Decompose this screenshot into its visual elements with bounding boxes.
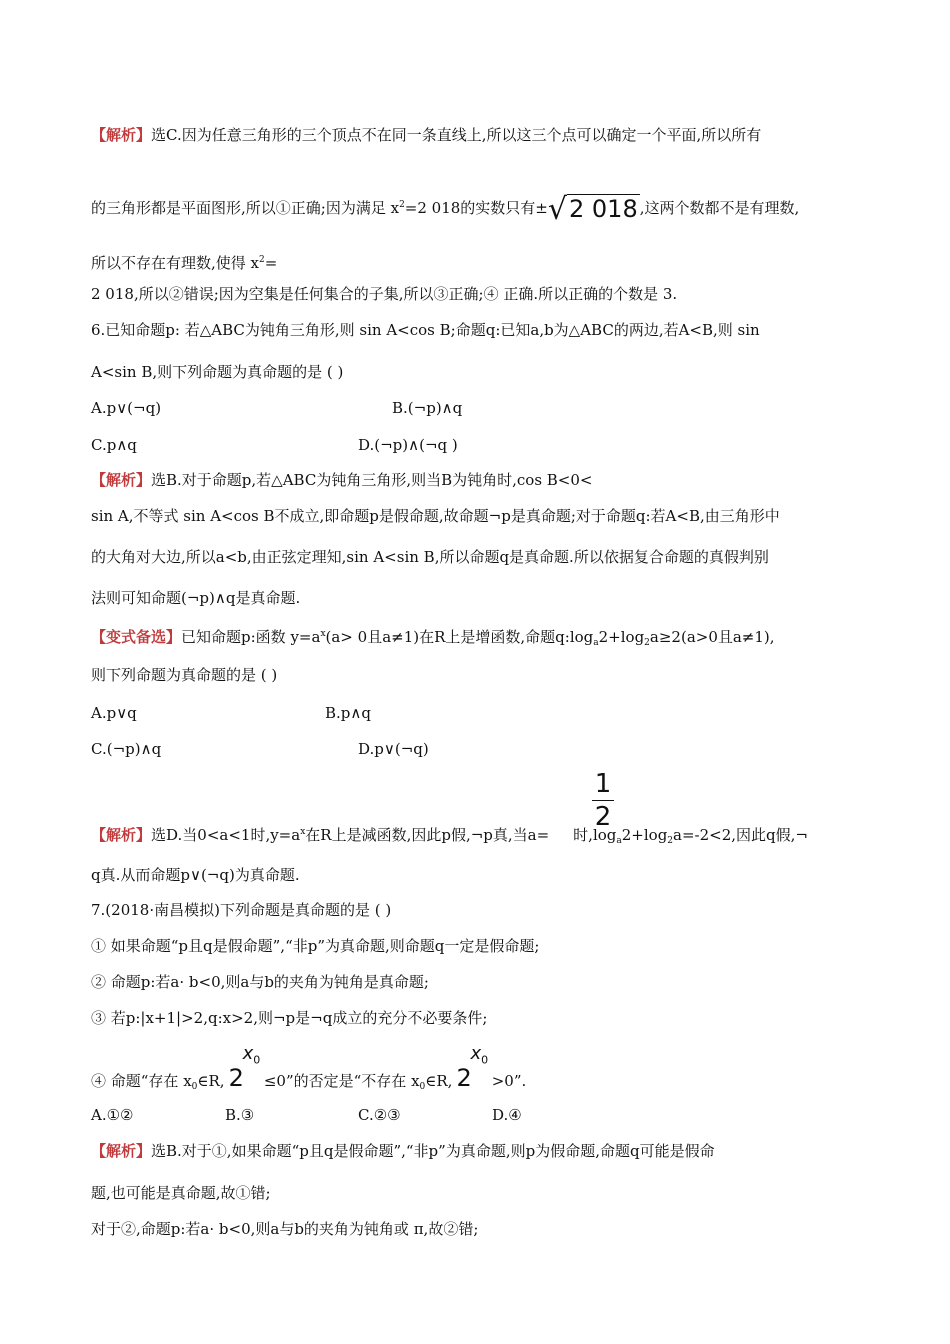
option-c: C.p∧q [91, 436, 137, 454]
option-b: B.③ [225, 1106, 255, 1124]
option-a: A.p∨(¬q) [91, 399, 162, 417]
option-d: D.(¬p)∧(¬q ) [358, 436, 458, 454]
analysis-line: 【解析】选B.对于命题p,若△ABC为钝角三角形,则当B为钝角时,cos B<0< [91, 471, 593, 489]
statement-4: ④ 命题“存在 $x_0\in R$, 2 $x_0$ ≤0”的否定是“不存在 $x_0\in R$, 2 $x_0$ >0”. [91, 1043, 527, 1092]
sqrt-expression: √2 018 [547, 192, 638, 227]
text-line: 题,也可能是真命题,故①错; [91, 1184, 271, 1202]
question-7: 7.(2018·南昌模拟)下列命题是真命题的是 ( ) [91, 901, 392, 919]
text-line: q真.从而命题p∨(¬q)为真命题. [91, 866, 300, 884]
option-d: D.④ [492, 1106, 522, 1124]
fraction-one-half: 1 2 [592, 770, 614, 831]
option-a: A.p∨q [91, 704, 137, 722]
analysis-line: 【解析】选C.因为任意三角形的三个顶点不在同一条直线上,所以这三个点可以确定一个平面,所以所有 [91, 126, 762, 144]
power-expression: 2 $x_0$ [228, 1043, 261, 1092]
text-line: 的大角对大边,所以a<b,由正弦定理知,sin A<sin B,所以命题q是真命题.所以依据复合命题的真假判别 [91, 548, 769, 566]
text-line: 则下列命题为真命题的是 ( ) [91, 666, 278, 684]
option-d: D.p∨(¬q) [358, 740, 429, 758]
analysis-tag: 【解析】 [91, 1142, 152, 1160]
text-line: 对于②,命题p:若a· b<0,则a与b的夹角为钝角或 π,故②错; [91, 1220, 479, 1238]
statement-3: ③ 若p:|x+1|>2,q:x>2,则¬p是¬q成立的充分不必要条件; [91, 1009, 488, 1027]
text-line: 的三角形都是平面图形,所以①正确;因为满足 $x^2=2$ 018的实数只有±√2 018 ,这两个数都不是有理数, [91, 192, 800, 227]
text-line: 2 018,所以②错误;因为空集是任何集合的子集,所以③正确;④ 正确.所以正确的个数是 3. [91, 285, 678, 303]
variant-line: 【变式备选】已知命题p:函数 $y=a^x(a> 0$且a≠1)在R上是增函数,命题$q:\log_a2+\log_2a\ge 2(a>0$且a≠1), [91, 628, 775, 648]
statement-1: ① 如果命题“p且q是假命题”,“非p”为真命题,则命题q一定是假命题; [91, 937, 540, 955]
question-6-cont: A<sin B,则下列命题为真命题的是 ( ) [91, 363, 344, 381]
analysis-tag: 【解析】 [91, 826, 152, 844]
statement-2: ② 命题p:若a· b<0,则a与b的夹角为钝角是真命题; [91, 973, 429, 991]
text-line: 法则可知命题(¬p)∧q是真命题. [91, 589, 301, 607]
option-b: B.(¬p)∧q [392, 399, 463, 417]
analysis-line: 【解析】选D.当0<a<1时$,y=a^x$在R上是减函数,因此p假,¬p真,当a= 时$,\log_a2+\log_2a=-2<2$,因此q假,¬ [91, 826, 808, 846]
text-line: sin A,不等式 sin A<cos B不成立,即命题p是假命题,故命题¬p是真命题;对于命题q:若A<B,由三角形中 [91, 507, 780, 525]
text-line: 所以不存在有理数,使得 $x^2=$ [91, 254, 278, 272]
option-a: A.①② [91, 1106, 134, 1124]
option-c: C.(¬p)∧q [91, 740, 162, 758]
analysis-line: 【解析】选B.对于①,如果命题“p且q是假命题”,“非p”为真命题,则p为假命题,命题q可能是假命 [91, 1142, 715, 1160]
variant-tag: 【变式备选】 [91, 628, 182, 646]
analysis-tag: 【解析】 [91, 471, 152, 489]
power-expression: 2 $x_0$ [456, 1043, 489, 1092]
analysis-tag: 【解析】 [91, 126, 152, 144]
option-c: C.②③ [358, 1106, 401, 1124]
question-6: 6.已知命题p: 若△ABC为钝角三角形,则 sin A<cos B;命题q:已知a,b为△ABC的两边,若A<B,则 sin [91, 321, 760, 339]
option-b: B.p∧q [325, 704, 371, 722]
